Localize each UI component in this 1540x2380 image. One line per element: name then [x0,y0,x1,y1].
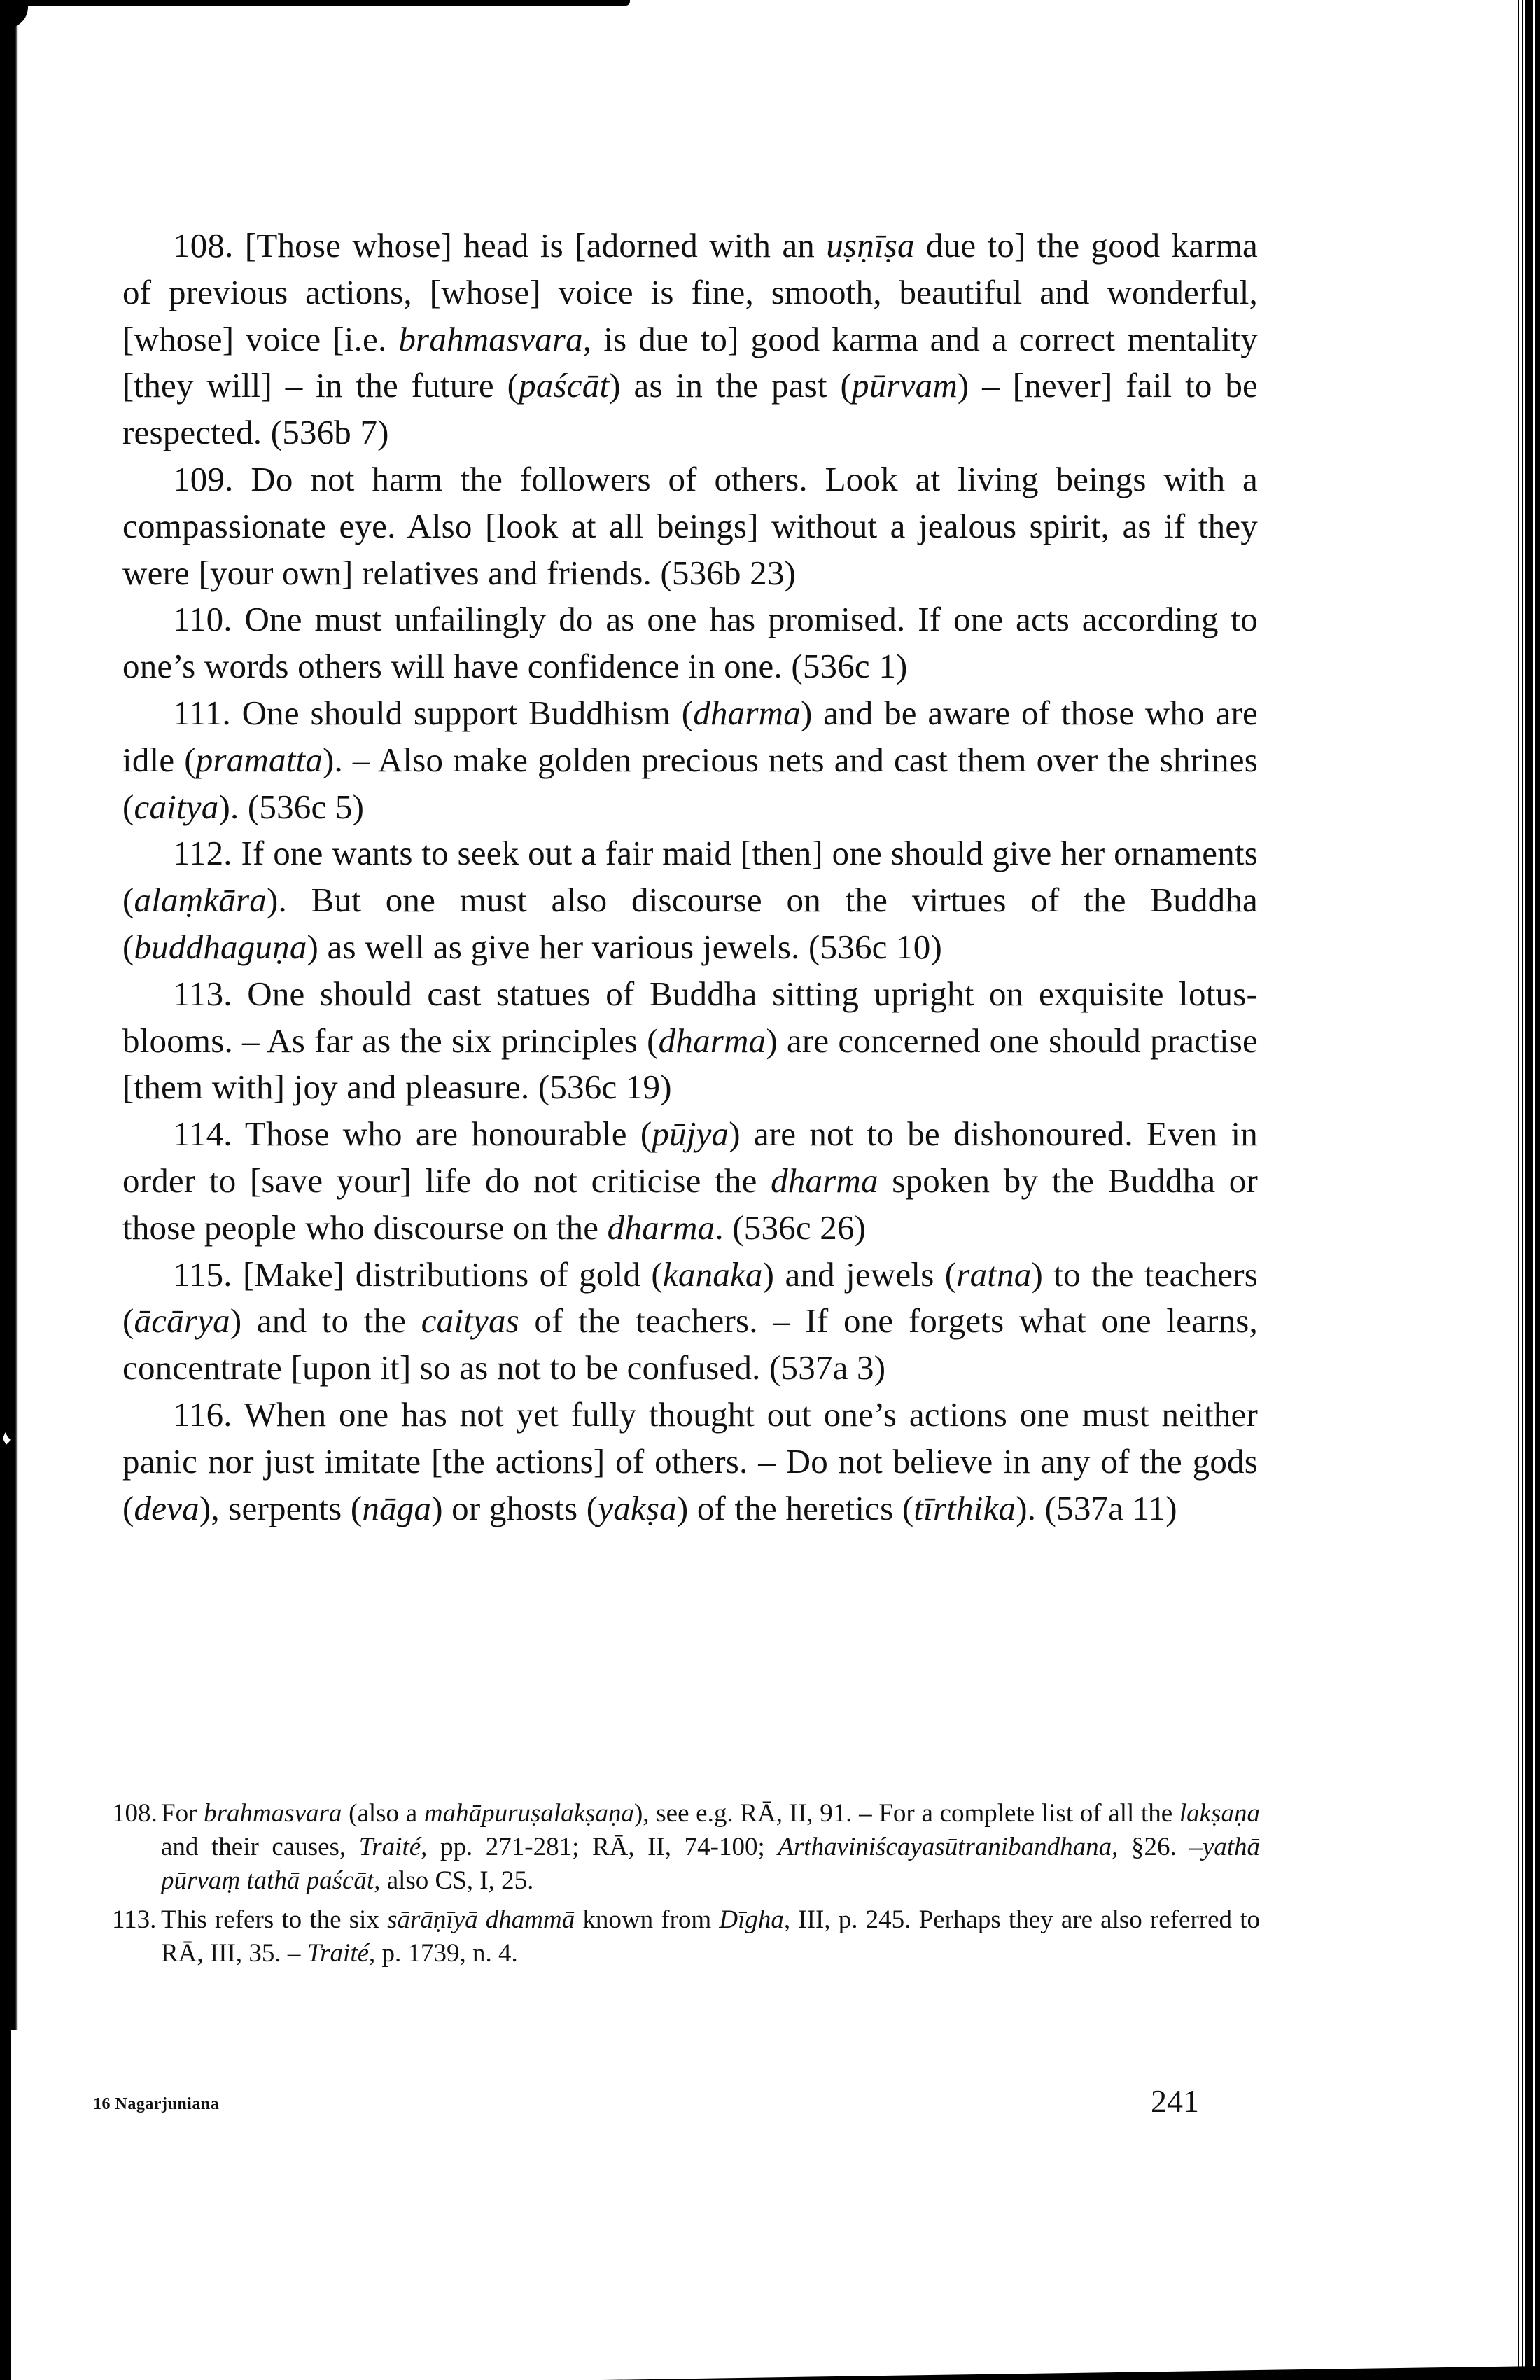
footnotes [112,1797,1260,1976]
scan-edge-left-shadow [11,0,18,2030]
footnote-number: 113. [112,1905,157,1934]
text-run: and their causes, [161,1833,359,1861]
paragraph-number: 109. [173,459,234,498]
scan-edge-top [0,0,630,6]
italic-term: tīrthika [913,1488,1016,1527]
italic-term: ratna [956,1254,1032,1294]
text-run: , p. 1739, n. 4. [369,1939,518,1968]
paragraph-number: 115. [173,1254,232,1294]
text-run: , III, p. 245. Perhaps they are also referred to RĀ, III, 35. – [161,1905,1260,1968]
text-run: ) and jewels ( [762,1254,957,1294]
italic-term: pūjya [652,1114,729,1154]
italic-term: dharma [771,1161,878,1200]
italic-term: caitya [134,787,219,826]
paragraph-110 [122,596,1258,690]
text-run: (also a [342,1799,424,1828]
printer-signature: 16 Nagarjuniana [93,2095,220,2113]
text-run: ) are concerned one should practise [them with] joy and pleasure. (536c 19) [122,1021,1258,1107]
italic-term: yathā pūrvaṃ tathā paścāt [161,1833,1261,1895]
text-run: One should cast statues of Buddha sitting upright on exquisite lotus-blooms. – As far as the six principles ( [122,974,1258,1060]
book-binding-edge [1516,0,1540,2380]
text-run: ) as well as give her various jewels. (536c 10) [307,927,942,966]
paragraph-number: 108. [173,226,234,265]
text-run: known from [575,1905,720,1934]
paragraph-number: 110. [173,600,232,639]
text-run: ) as in the past ( [609,366,852,405]
page-number: 241 [1151,2083,1199,2119]
text-run: . (536c 26) [715,1208,867,1247]
scan-edge-bottom [602,2366,1540,2380]
italic-term: Arthaviniścayasūtranibandhana [778,1833,1112,1861]
paragraph-116 [122,1392,1258,1532]
text-run: For [161,1799,204,1828]
paragraph-number: 114. [173,1114,232,1154]
italic-term: brahmasvara [398,319,583,358]
footnote-108 [112,1797,1260,1898]
text-run: ) are not to be dishonoured. Even in order to [save your] life do not criticise the [122,1114,1258,1200]
text-run: ). (537a 11) [1016,1488,1177,1527]
text-run: ) of the heretics ( [676,1488,914,1527]
paragraph-114 [122,1111,1258,1251]
text-run: Do not harm the followers of others. Look at living beings with a compassionate eye. Also [look at all beings] without a jealous spirit, as if they were [your own] relatives and friends. (536b 23) [122,459,1258,592]
text-run: ), see e.g. RĀ, II, 91. – For a complete list of all the [634,1799,1180,1828]
text-run: of the teachers. – If one forgets what one learns, concentrate [upon it] so as not to be confused. (537a 3) [122,1301,1258,1387]
italic-term: Traité [358,1833,421,1861]
text-run: due to] the good karma of previous actions, [whose] voice is fine, smooth, beautiful and wonderful, [whose] voice [i.e. [122,226,1258,358]
text-run: , §26. – [1112,1833,1203,1861]
footnote-number: 108. [112,1799,158,1828]
text-run: When one has not yet fully thought out one’s actions one must neither panic nor just imitate [the actions] of others. – Do not believe in any of the gods ( [122,1394,1258,1527]
paragraph-number: 113. [173,974,232,1013]
italic-term: ācārya [134,1301,230,1340]
page-footer [93,2082,1199,2124]
text-run: , pp. 271-281; RĀ, II, 74-100; [421,1833,778,1861]
paragraph-108 [122,223,1258,456]
italic-term: pramatta [195,740,323,779]
text-run: ), serpents ( [199,1488,363,1527]
paragraph-number: 116. [173,1394,232,1434]
italic-term: lakṣaṇa [1179,1799,1260,1828]
paragraph-number: 112. [173,834,232,873]
text-run: [Those whose] head is [adorned with an [233,226,827,265]
italic-term: caityas [421,1301,519,1340]
italic-term: pūrvam [852,366,958,405]
italic-term: sārāṇīyā dhammā [387,1905,575,1934]
italic-term: Dīgha [719,1905,784,1934]
paragraph-115 [122,1252,1258,1392]
scan-edge-left [0,0,11,2380]
text-run: ). But one must also discourse on the virtues of the Buddha ( [122,881,1258,966]
text-run: Those who are honourable ( [232,1114,652,1154]
text-run: ) and be aware of those who are idle ( [122,693,1258,779]
main-text [122,223,1258,1532]
italic-term: buddhaguṇa [134,927,307,966]
text-run: , also CS, I, 25. [374,1866,534,1895]
italic-term: dharma [607,1208,715,1247]
footnote-113 [112,1903,1260,1970]
paragraph-113 [122,971,1258,1111]
italic-term: brahmasvara [204,1799,342,1828]
text-run: ). (536c 5) [218,787,365,826]
text-run: ) or ghosts ( [431,1488,598,1527]
paragraph-112 [122,830,1258,970]
italic-term: dharma [658,1021,766,1060]
italic-term: Traité [307,1939,370,1968]
italic-term: uṣṇīṣa [826,226,915,265]
text-run: , is due to] good karma and a correct mentality [they will] – in the future ( [122,319,1258,405]
text-run: spoken by the Buddha or those people who discourse on the [122,1161,1258,1247]
italic-term: deva [134,1488,200,1527]
text-run: If one wants to seek out a fair maid [then] one should give her ornaments ( [122,834,1258,920]
italic-term: nāga [362,1488,432,1527]
paragraph-109 [122,456,1258,596]
italic-term: dharma [693,693,801,732]
italic-term: yakṣa [598,1488,677,1527]
text-run: This refers to the six [161,1905,388,1934]
text-run: ) and to the [230,1301,421,1340]
text-run: ) – [never] fail to be respected. (536b 7) [122,366,1258,452]
italic-term: alaṃkāra [134,881,267,920]
text-run: ). – Also make golden precious nets and cast them over the shrines ( [122,740,1258,826]
text-run: [Make] distributions of gold ( [232,1254,663,1294]
text-run: One must unfailingly do as one has promised. If one acts according to one’s words others will have confidence in one. (536c 1) [122,600,1258,686]
italic-term: paścāt [519,366,610,405]
paragraph-number: 111. [173,693,231,732]
paragraph-111 [122,690,1258,830]
text-run: One should support Buddhism ( [230,693,694,732]
text-run: ) to the teachers ( [122,1254,1258,1340]
italic-term: kanaka [662,1254,763,1294]
italic-term: mahāpuruṣalakṣaṇa [424,1799,634,1828]
